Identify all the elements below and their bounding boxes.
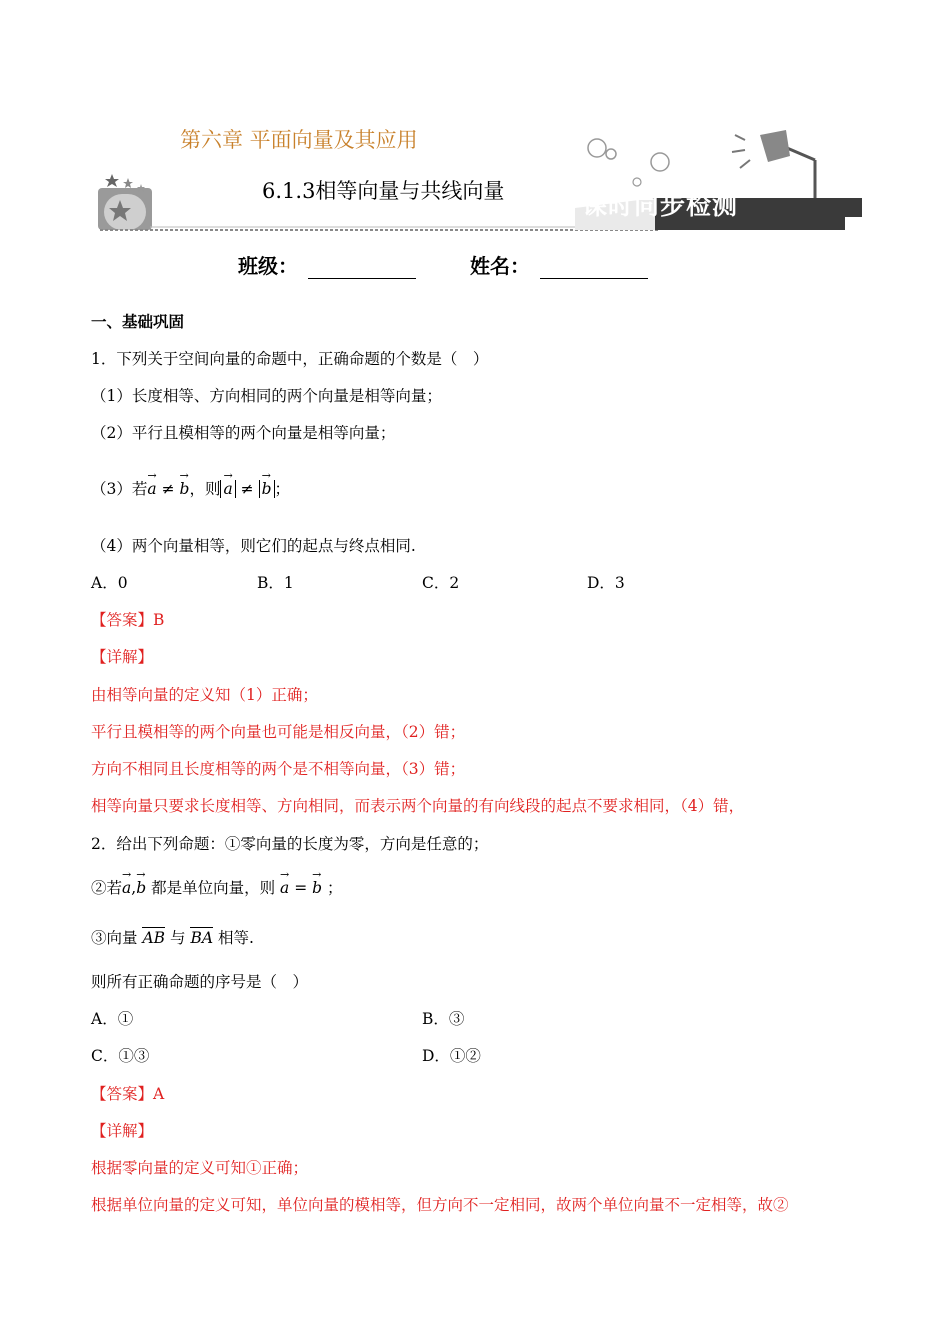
- q2-detail-label: 【详解】: [91, 1122, 154, 1140]
- q1-stem: 1．下列关于空间向量的命题中，正确命题的个数是（ ）: [91, 350, 489, 368]
- q2-stem: 2．给出下列命题：①零向量的长度为零，方向是任意的；: [91, 835, 489, 853]
- q1-option-d: D．3: [587, 574, 625, 592]
- desk-lamp-icon: [732, 130, 830, 204]
- q2-ask: 则所有正确命题的序号是（ ）: [91, 973, 309, 991]
- q1-detail-line: 方向不相同且长度相等的两个是不相等向量，（3）错；: [91, 760, 466, 778]
- chapter-title: 第六章 平面向量及其应用: [180, 128, 418, 152]
- q1-detail-label: 【详解】: [91, 648, 154, 666]
- class-label: 班级：: [238, 254, 298, 278]
- vector-b: → b: [180, 480, 190, 498]
- q2-detail-line: 根据零向量的定义可知①正确；: [91, 1159, 309, 1177]
- abs-vector-a: → a: [220, 480, 235, 498]
- brand-title: 课时同步检测: [582, 191, 739, 220]
- name-blank: [540, 258, 648, 279]
- q2-option-c: C．①③: [91, 1047, 150, 1065]
- q2-statement-3: ③向量 AB 与 BA 相等.: [91, 929, 254, 947]
- q1-answer: 【答案】B: [91, 611, 165, 629]
- class-blank: [308, 258, 416, 279]
- q2-statement-2: ②若→ a,→ b 都是单位向量，则 → a = → b ；: [91, 876, 343, 898]
- header-decoration: [0, 90, 950, 240]
- q1-statement-2: （2）平行且模相等的两个向量是相等向量；: [91, 424, 396, 442]
- q2-answer: 【答案】A: [91, 1085, 165, 1103]
- section-title: 一、基础巩固: [91, 312, 185, 331]
- q2-detail-line: 根据单位向量的定义可知，单位向量的模相等，但方向不一定相同，故两个单位向量不一定相等，故②: [91, 1196, 789, 1214]
- q1-detail-line: 平行且模相等的两个向量也可能是相反向量，（2）错；: [91, 723, 466, 741]
- q1-statement-4: （4）两个向量相等，则它们的起点与终点相同.: [91, 537, 416, 555]
- q1-option-c: C．2: [422, 574, 460, 592]
- vector-AB: AB: [142, 929, 166, 947]
- q2-option-d: D．①②: [422, 1047, 481, 1065]
- q1-statement-3: （3）若→ a ≠ → b，则→ a ≠ → b ；: [91, 477, 290, 499]
- name-label: 姓名：: [470, 254, 530, 278]
- q1-detail-line: 相等向量只要求长度相等、方向相同，而表示两个向量的有向线段的起点不要求相同，（4）错，: [91, 797, 745, 815]
- star-badge-icon: [98, 174, 152, 230]
- q1-detail-line: 由相等向量的定义知（1）正确；: [91, 686, 318, 704]
- vector-a: → a: [147, 480, 156, 498]
- q2-option-a: A．①: [91, 1010, 134, 1028]
- q1-option-a: A．0: [91, 574, 128, 592]
- q1-option-b: B．1: [257, 574, 294, 592]
- name-field: [470, 250, 648, 279]
- q2-option-b: B．③: [422, 1010, 465, 1028]
- lesson-title: 6.1.3相等向量与共线向量: [262, 179, 505, 203]
- vector-BA: BA: [190, 929, 214, 947]
- abs-vector-b: → b: [259, 480, 275, 498]
- q1-statement-1: （1）长度相等、方向相同的两个向量是相等向量；: [91, 387, 442, 405]
- class-field: [238, 250, 416, 279]
